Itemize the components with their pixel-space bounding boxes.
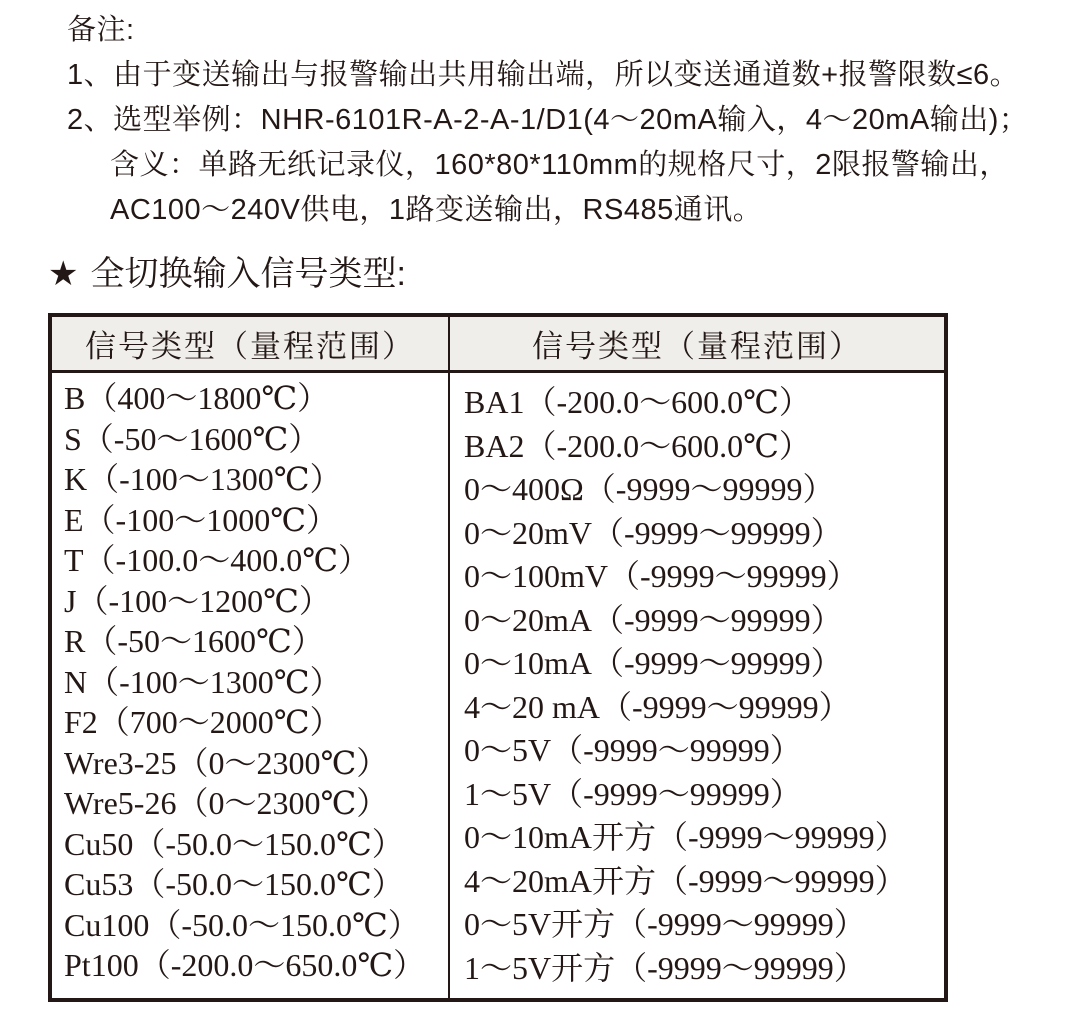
table-row: 0～400Ω（-9999～99999） xyxy=(464,471,835,507)
table-row: 4～20mA开方（-9999～99999） xyxy=(464,862,907,899)
table-row: 0～10mA开方（-9999～99999） xyxy=(464,819,907,855)
table-row: 1～5V（-9999～99999） xyxy=(464,775,802,812)
table-row: BA2（-200.0～600.0℃） xyxy=(464,427,811,464)
table-row: 0～100mV（-9999～99999） xyxy=(464,558,859,594)
table-header-row xyxy=(52,317,944,373)
signal-type-table xyxy=(48,313,948,1002)
table-row: R（-50～1600℃） xyxy=(64,623,324,659)
table-row: 0～5V（-9999～99999） xyxy=(464,732,802,768)
table-row: Pt100（-200.0～650.0℃） xyxy=(64,947,426,983)
signal-column-right xyxy=(450,373,944,998)
table-row: Cu53（-50.0～150.0℃） xyxy=(64,866,404,902)
note-line-1: 1、由于变送输出与报警输出共用输出端，所以变送通道数+报警限数≤6。 xyxy=(67,59,1020,91)
table-row: B（400～1800℃） xyxy=(64,380,330,416)
table-row: T（-100.0～400.0℃） xyxy=(64,542,371,578)
table-row: Cu100（-50.0～150.0℃） xyxy=(64,906,420,943)
table-row: Wre5-26（0～2300℃） xyxy=(64,785,389,821)
section-title: 全切换输入信号类型: xyxy=(90,255,406,293)
table-row: Cu50（-50.0～150.0℃） xyxy=(64,825,404,862)
table-row: 4～20 mA（-9999～99999） xyxy=(464,688,851,725)
table-row: 0～5V开方（-9999～99999） xyxy=(464,906,866,942)
table-row: Wre3-25（0～2300℃） xyxy=(64,744,389,781)
table-body xyxy=(52,373,944,998)
table-row: BA1（-200.0～600.0℃） xyxy=(464,384,811,420)
notes-section xyxy=(0,0,1080,233)
section-heading xyxy=(48,251,1080,297)
notes-title: 备注: xyxy=(67,14,135,46)
note-line-3: 含义：单路无纸记录仪，160*80*110mm的规格尺寸，2限报警输出， xyxy=(110,149,1009,181)
signal-column-left xyxy=(52,373,450,998)
table-row: K（-100～1300℃） xyxy=(64,461,342,497)
table-row: 0～20mV（-9999～99999） xyxy=(464,514,843,551)
note-line-4: AC100～240V供电，1路变送输出，RS485通讯。 xyxy=(110,194,763,226)
table-row: J（-100～1200℃） xyxy=(64,582,331,619)
column-header-right: 信号类型（量程范围） xyxy=(532,329,862,364)
table-row: F2（700～2000℃） xyxy=(64,704,342,740)
table-row: 0～20mA（-9999～99999） xyxy=(464,601,843,638)
note-line-2: 2、选型举例：NHR-6101R-A-2-A-1/D1(4～20mA输入，4～20mA输出)； xyxy=(67,104,1029,136)
table-row: N（-100～1300℃） xyxy=(64,663,342,700)
column-header-left: 信号类型（量程范围） xyxy=(52,317,450,370)
star-icon: ★ xyxy=(48,255,79,293)
table-row: E（-100～1000℃） xyxy=(64,501,339,538)
table-row: 1～5V开方（-9999～99999） xyxy=(464,949,866,986)
table-row: 0～10mA（-9999～99999） xyxy=(464,645,843,681)
table-row: S（-50～1600℃） xyxy=(64,420,321,457)
